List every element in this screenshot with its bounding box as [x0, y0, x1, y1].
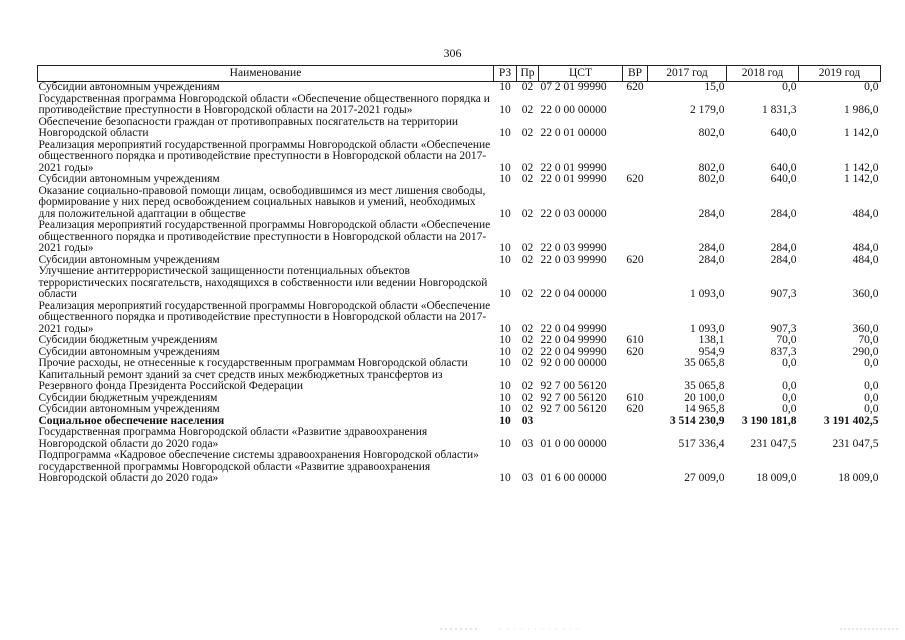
row-value-2018: 70,0 — [776, 334, 797, 346]
row-pr: 02 — [521, 288, 534, 300]
row-name: Реализация мероприятий государственной программы Новгородской области «Обеспечение общественного порядка и противодействие преступности в Новгородской области на 2017-2021 годы» — [38, 219, 491, 254]
table-row — [38, 358, 881, 370]
row-pr: 02 — [521, 253, 534, 266]
row-value-2018: 640,0 — [770, 173, 797, 185]
row-vr: 620 — [626, 403, 644, 415]
row-vr — [623, 427, 648, 450]
row-pr: 02 — [521, 391, 534, 404]
budget-table — [37, 65, 881, 485]
row-cst: 22 0 01 99990 — [540, 173, 607, 185]
table-row — [38, 450, 881, 485]
row-name: Субсидии автономным учреждениям — [38, 253, 220, 266]
row-name: Прочие расходы, не отнесенные к государственным программам Новгородской области — [38, 357, 468, 369]
row-value-2018: 284,0 — [770, 242, 797, 254]
row-vr: 610 — [626, 391, 644, 404]
row-rz: 10 — [499, 242, 511, 254]
row-pr: 02 — [521, 334, 534, 346]
row-value-2017: 802,0 — [698, 173, 725, 185]
row-value-2019: 1 986,0 — [844, 104, 879, 116]
row-pr: 03 — [521, 437, 534, 450]
row-cst: 22 0 03 99990 — [540, 253, 607, 266]
row-value-2019: 484,0 — [852, 253, 879, 266]
row-value-2018: 640,0 — [770, 127, 797, 139]
row-rz: 10 — [499, 345, 511, 358]
row-value-2017: 15,0 — [704, 81, 725, 93]
row-value-2018: 640,0 — [770, 161, 797, 174]
row-pr: 02 — [521, 357, 534, 369]
row-value-2017: 284,0 — [698, 242, 725, 254]
row-pr: 02 — [521, 161, 534, 174]
row-rz: 10 — [499, 322, 511, 335]
row-value-2018: 0,0 — [782, 380, 797, 392]
row-cst: 22 0 03 00000 — [540, 207, 607, 220]
row-value-2019: 18 009,0 — [838, 472, 879, 484]
row-name: Государственная программа Новгородской области «Развитие здравоохранения Новгородской области до 2020 года» — [38, 426, 428, 450]
row-value-2019: 484,0 — [852, 207, 879, 220]
row-value-2017: 1 093,0 — [690, 288, 725, 300]
row-pr: 02 — [521, 81, 534, 93]
row-cst — [539, 416, 623, 428]
col-header-rz: РЗ — [494, 66, 517, 82]
row-vr: 610 — [626, 334, 644, 346]
row-vr: 620 — [626, 253, 644, 266]
row-rz: 10 — [499, 207, 511, 220]
row-value-2018: 907,3 — [770, 288, 797, 300]
col-header-2018: 2018 год — [727, 66, 799, 82]
row-value-2018: 3 190 181,8 — [741, 414, 797, 427]
row-value-2017: 14 965,8 — [684, 403, 725, 415]
row-cst: 22 0 03 99990 — [540, 242, 607, 254]
row-name: Реализация мероприятий государственной программы Новгородской области «Обеспечение общественного порядка и противодействие преступности в Новгородской области на 2017-2021 годы» — [38, 138, 491, 174]
row-value-2018: 1 831,3 — [762, 104, 797, 116]
row-pr: 02 — [521, 104, 534, 116]
row-name: Социальное обеспечение населения — [38, 414, 225, 427]
table-row — [38, 186, 881, 221]
table-row — [38, 335, 881, 347]
row-value-2018: 284,0 — [770, 207, 797, 220]
row-vr — [623, 370, 648, 393]
row-cst: 22 0 01 99990 — [540, 161, 607, 174]
row-value-2019: 360,0 — [852, 322, 879, 335]
row-rz: 10 — [499, 81, 511, 93]
table-row — [38, 301, 881, 336]
table-header-row — [38, 66, 881, 82]
row-cst: 01 6 00 00000 — [540, 472, 607, 484]
row-vr: 620 — [626, 173, 644, 185]
row-pr: 02 — [521, 322, 534, 335]
table-row — [38, 220, 881, 255]
table-row — [38, 404, 881, 416]
row-rz: 10 — [499, 437, 511, 450]
row-value-2019: 70,0 — [858, 334, 879, 346]
row-value-2017: 517 336,4 — [678, 437, 725, 450]
row-pr: 02 — [521, 242, 534, 254]
row-pr: 02 — [521, 173, 534, 185]
row-rz: 10 — [499, 127, 511, 139]
row-cst: 92 7 00 56120 — [540, 380, 607, 392]
row-cst: 92 7 00 56120 — [540, 403, 607, 415]
table-row — [38, 370, 881, 393]
table-row — [38, 427, 881, 450]
row-value-2018: 231 047,5 — [750, 437, 797, 450]
row-vr — [623, 220, 648, 255]
row-rz: 10 — [499, 161, 511, 174]
row-value-2017: 284,0 — [698, 253, 725, 266]
row-rz: 10 — [499, 173, 511, 185]
row-vr — [623, 416, 648, 428]
row-value-2017: 802,0 — [698, 161, 725, 174]
row-value-2019: 1 142,0 — [844, 127, 879, 139]
row-value-2018: 0,0 — [782, 391, 797, 404]
row-value-2017: 284,0 — [698, 207, 725, 220]
row-name: Обеспечение безопасности граждан от противоправных посягательств на территории Новгородской области — [38, 115, 459, 139]
row-vr — [623, 266, 648, 301]
row-value-2017: 2 179,0 — [690, 104, 725, 116]
row-rz: 10 — [499, 391, 511, 404]
row-value-2019: 0,0 — [864, 403, 879, 415]
row-rz: 10 — [499, 253, 511, 266]
row-name: Оказание социально-правовой помощи лицам, освободившимся из мест лишения свободы, формирование у них перед освобождением социальных навыков и умений, необходимых для положительной адаптации в обществе — [38, 184, 486, 220]
row-name: Улучшение антитеррористической защищенности потенциальных объектов террористических посягательств, находящихся в собственности или ведении Новгородской области — [38, 265, 488, 300]
row-rz: 10 — [499, 104, 511, 116]
row-vr — [623, 358, 648, 370]
row-cst: 92 7 00 56120 — [540, 391, 607, 404]
row-value-2017: 35 065,8 — [684, 357, 725, 369]
row-pr: 03 — [521, 414, 534, 427]
row-cst: 22 0 04 99990 — [540, 322, 607, 335]
row-value-2018: 907,3 — [770, 322, 797, 335]
row-rz: 10 — [499, 380, 511, 392]
row-pr: 02 — [521, 345, 534, 358]
col-header-name: Наименование — [38, 66, 494, 82]
row-name: Субсидии автономным учреждениям — [38, 81, 220, 93]
col-header-2017: 2017 год — [648, 66, 727, 82]
row-rz: 10 — [499, 334, 511, 346]
row-name: Субсидии бюджетным учреждениям — [38, 391, 218, 404]
table-row — [38, 140, 881, 175]
row-vr — [623, 450, 648, 485]
row-cst: 07 2 01 99990 — [540, 81, 607, 93]
table-row — [38, 174, 881, 186]
table-row — [38, 82, 881, 94]
row-value-2019: 3 191 402,5 — [823, 414, 879, 427]
row-cst: 92 0 00 00000 — [540, 357, 607, 369]
row-rz: 10 — [499, 288, 511, 300]
row-value-2017: 20 100,0 — [684, 391, 725, 404]
row-vr — [623, 186, 648, 221]
row-value-2018: 0,0 — [782, 357, 797, 369]
row-value-2017: 138,1 — [698, 334, 725, 346]
row-cst: 22 0 04 00000 — [540, 288, 607, 300]
row-value-2018: 837,3 — [770, 345, 797, 358]
row-value-2017: 802,0 — [698, 127, 725, 139]
col-header-2019: 2019 год — [799, 66, 881, 82]
row-rz: 10 — [499, 472, 511, 484]
row-value-2017: 35 065,8 — [684, 380, 725, 392]
col-header-cst: ЦСТ — [539, 66, 623, 82]
row-pr: 02 — [521, 403, 534, 415]
row-vr — [623, 117, 648, 140]
row-value-2019: 231 047,5 — [832, 437, 879, 450]
row-value-2019: 0,0 — [864, 81, 879, 93]
row-value-2019: 1 142,0 — [844, 173, 879, 185]
row-value-2019: 0,0 — [864, 380, 879, 392]
row-value-2018: 0,0 — [782, 81, 797, 93]
page-number: 306 — [443, 46, 462, 60]
row-value-2019: 1 142,0 — [844, 161, 879, 174]
row-value-2019: 360,0 — [852, 288, 879, 300]
row-rz: 10 — [499, 414, 511, 427]
table-row — [38, 117, 881, 140]
row-name: Реализация мероприятий государственной программы Новгородской области «Обеспечение общественного порядка и противодействие преступности в Новгородской области на 2017-2021 годы» — [38, 299, 491, 335]
row-value-2018: 284,0 — [770, 253, 797, 266]
row-value-2019: 290,0 — [852, 345, 879, 358]
row-cst: 22 0 00 00000 — [540, 104, 607, 116]
scan-artifact-marks — [440, 626, 900, 632]
row-value-2017: 27 009,0 — [684, 472, 725, 484]
row-name: Субсидии бюджетным учреждениям — [38, 334, 218, 346]
col-header-pr: Пр — [517, 66, 539, 82]
row-value-2018: 18 009,0 — [756, 472, 797, 484]
row-vr: 620 — [626, 345, 644, 358]
row-pr: 03 — [521, 472, 534, 484]
row-rz: 10 — [499, 357, 511, 369]
row-cst: 22 0 04 99990 — [540, 345, 607, 358]
row-cst: 22 0 01 00000 — [540, 127, 607, 139]
table-row — [38, 94, 881, 117]
row-cst: 22 0 04 99990 — [540, 334, 607, 346]
row-rz: 10 — [499, 403, 511, 415]
row-value-2017: 3 514 230,9 — [669, 414, 725, 427]
row-name: Субсидии автономным учреждениям — [38, 345, 220, 358]
row-vr — [623, 140, 648, 175]
row-pr: 02 — [521, 207, 534, 220]
row-name: Подпрограмма «Кадровое обеспечение системы здравоохранения Новгородской области» государственной программы Новгородской области «Развитие здравоохранения Новгородской области до 2020 года» — [38, 449, 479, 484]
col-header-vr: ВР — [623, 66, 648, 82]
row-vr — [623, 94, 648, 117]
row-value-2019: 0,0 — [864, 357, 879, 369]
row-value-2018: 0,0 — [782, 403, 797, 415]
row-name: Субсидии автономным учреждениям — [38, 403, 220, 415]
row-name: Капитальный ремонт зданий за счет средств иных межбюджетных трансфертов из Резервного фонда Президента Российской Федерации — [38, 368, 443, 392]
row-pr: 02 — [521, 127, 534, 139]
row-value-2017: 954,9 — [698, 345, 725, 358]
row-value-2019: 0,0 — [864, 391, 879, 404]
row-value-2019: 484,0 — [852, 242, 879, 254]
row-name: Субсидии автономным учреждениям — [38, 173, 220, 185]
row-vr: 620 — [626, 81, 644, 93]
row-cst: 01 0 00 00000 — [540, 437, 607, 450]
row-name: Государственная программа Новгородской области «Обеспечение общественного порядка и противодействие преступности в Новгородской области на 2017-2021 годы» — [38, 92, 490, 116]
row-value-2017: 1 093,0 — [690, 322, 725, 335]
row-pr: 02 — [521, 380, 534, 392]
table-row — [38, 266, 881, 301]
row-vr — [623, 301, 648, 336]
